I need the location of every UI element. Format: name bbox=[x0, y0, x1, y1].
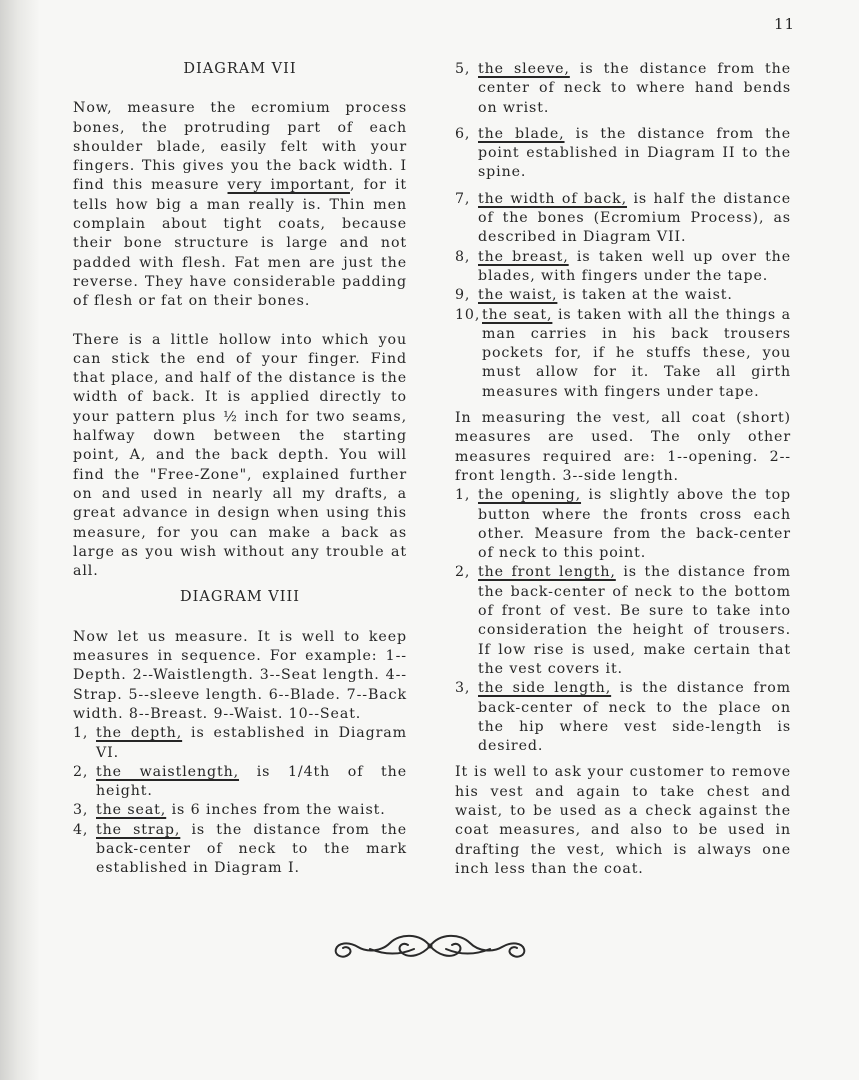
list-item-waist: 9, the waist, is taken at the waist. bbox=[455, 287, 733, 304]
paragraph-hollow: There is a little hollow into which you can stick the end of your finger. Find that place, and half of the distance is the width of back. It is applied directly to your pattern plus ½ inch for two seams, halfway down between the starting point, A, and the back depth. You will find the "Free-Zone", explained further on and used in nearly all my drafts, a great advance in design when using this measure, for you can make a back as large as you wish without any trouble at all. bbox=[73, 331, 407, 580]
paragraph-vest-intro: In measuring the vest, all coat (short) measures are used. The only other measures required are: 1--opening. 2--front length. 3--side length. bbox=[455, 410, 791, 484]
emphasis-very-important: very important bbox=[227, 177, 350, 194]
scroll-flourish-icon bbox=[330, 925, 530, 967]
list-item-side-length: 3, the side length, is the distance from back-center of neck to the place on the hip where vest side-length is desired. bbox=[455, 680, 792, 755]
list-item-waistlength: 2, the waistlength, is 1/4th of the height. bbox=[73, 763, 407, 800]
heading-diagram-vii: DIAGRAM VII bbox=[183, 61, 297, 77]
list-item-breast: 8, the breast, is taken well up over the blades, with fingers under the tape. bbox=[455, 248, 792, 284]
list-item-depth: 1, the depth, is established in Diagram VI. bbox=[73, 725, 408, 761]
heading-diagram-viii: DIAGRAM VIII bbox=[180, 589, 300, 606]
list-item-strap: 4, the strap, is the distance from the back-center of neck to the mark established in Diagram I. bbox=[73, 821, 408, 877]
right-column bbox=[455, 60, 791, 879]
paragraph-closing: It is well to ask your customer to remove his vest and again to take chest and waist, to be used as a check against the coat measures, and also to be used in drafting the vest, which is always one inch less than the coat. bbox=[455, 764, 791, 877]
list-item-opening: 1, the opening, is slightly above the top button where the fronts cross each other. Measure from the back-center of neck to this point. bbox=[455, 487, 791, 562]
paragraph-back-width: Now, measure the ecromium process bones, the protruding part of each shoulder blade, easily felt with your fingers. This gives you the back width. I find this measure very important, for it tells how big a man really is. Thin men complain about tight coats, because their bone structure is large and not padded with flesh. Fat men are just the reverse. They have considerable padding of flesh or fat on their bones. bbox=[73, 100, 407, 310]
page-gutter-shadow bbox=[0, 0, 40, 1080]
paragraph-sequence: Now let us measure. It is well to keep measures in sequence. For example: 1--Depth. 2--Waistlength. 3--Seat length. 4--Strap. 5--sleeve length. 6--Blade. 7--Back width. 8--Breast. 9--Waist. 10--Seat. bbox=[73, 628, 407, 722]
list-item-blade: 6, the blade, is the distance from the point established in Diagram II to the spine. bbox=[455, 125, 792, 181]
left-column bbox=[73, 60, 407, 879]
list-item-width-of-back: 7, the width of back, is half the distance of the bones (Ecromium Process), as described in Diagram VII. bbox=[455, 190, 792, 246]
list-item-seat-girth: 10, the seat, is taken with all the things a man carries in his back trousers pockets for, if he stuffs these, you must allow for it. Take all girth measures with fingers under tape. bbox=[455, 306, 791, 400]
page-number: 11 bbox=[774, 15, 796, 33]
list-item-front-length: 2, the front length, is the distance from the back-center of neck to the bottom of front of vest. Be sure to take into consideration the height of trousers. If low rise is used, make certain that the vest covers it. bbox=[455, 564, 791, 677]
list-item-sleeve: 5, the sleeve, is the distance from the center of neck to where hand bends on wrist. bbox=[455, 61, 791, 116]
list-item-seat: 3, the seat, is 6 inches from the waist. bbox=[73, 802, 386, 819]
